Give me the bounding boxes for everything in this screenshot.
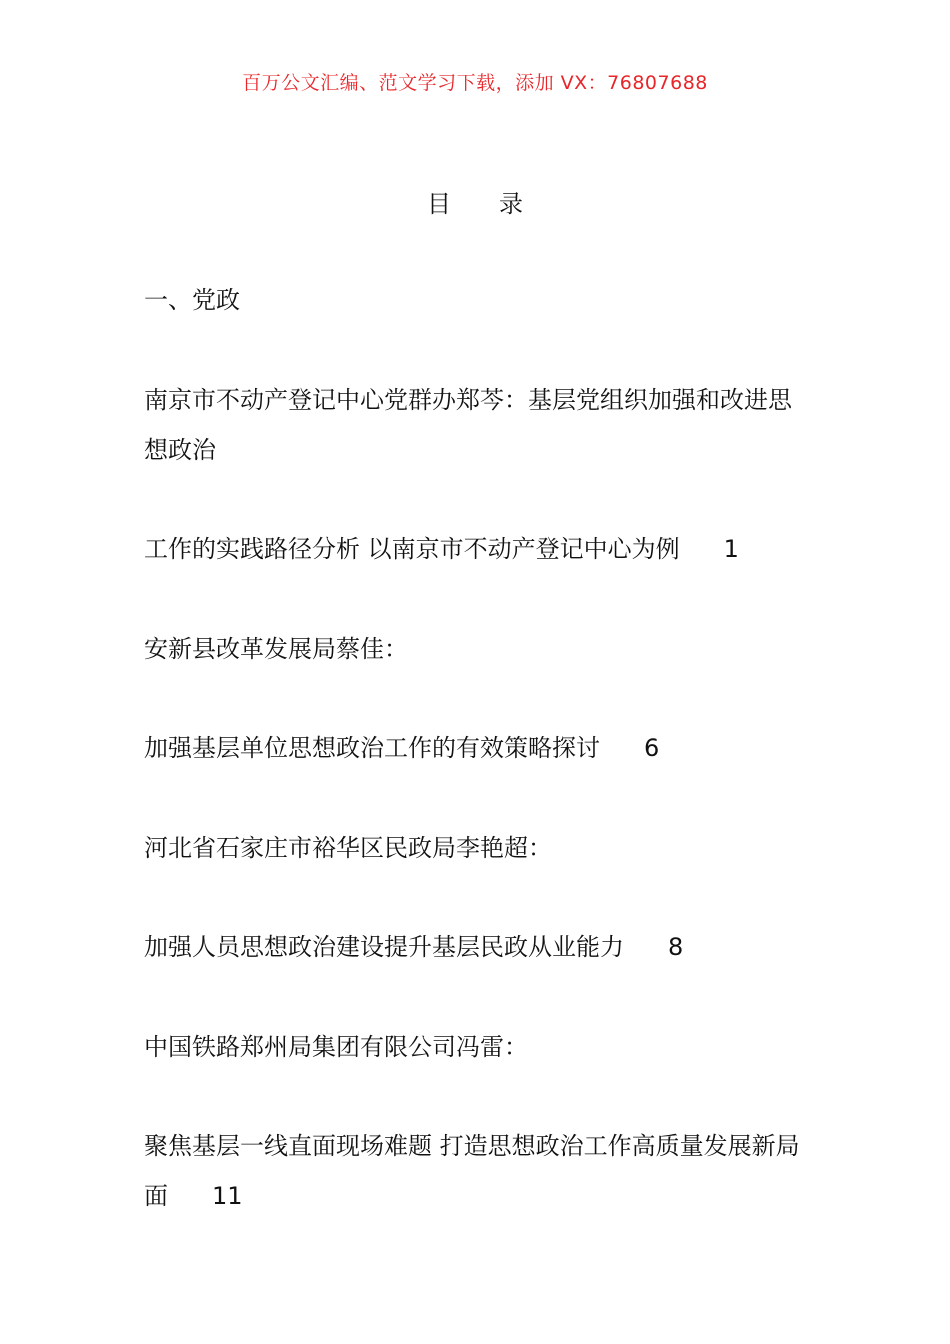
section-heading: 一、党政 xyxy=(144,286,240,314)
toc-entry-author-line: 安新县改革发展局蔡佳： xyxy=(144,635,408,663)
toc-heading-char-1: 目 xyxy=(427,190,451,218)
toc-entry-page-number: 1 xyxy=(723,535,739,563)
toc-entry-page-number: 8 xyxy=(668,933,684,961)
toc-entry-author-line: 南京市不动产登记中心党群办郑芩：基层党组织加强和改进思想政治 xyxy=(144,386,792,464)
toc-entry-title-line[interactable] xyxy=(144,1121,814,1221)
toc-entry-title-line[interactable] xyxy=(144,524,739,574)
toc-heading-char-2: 录 xyxy=(499,190,523,218)
toc-entry-title: 聚焦基层一线直面现场难题 打造思想政治工作高质量发展新局面 xyxy=(144,1132,800,1210)
toc-entry-title-line[interactable] xyxy=(144,723,659,773)
toc-entry-title-line[interactable] xyxy=(144,922,683,972)
toc-entry-title: 工作的实践路径分析 以南京市不动产登记中心为例 xyxy=(144,535,680,563)
header-watermark-note: 百万公文汇编、范文学习下载，添加 VX：76807688 xyxy=(242,72,708,94)
toc-entry-author-line: 河北省石家庄市裕华区民政局李艳超： xyxy=(144,834,552,862)
toc-entry-title: 加强基层单位思想政治工作的有效策略探讨 xyxy=(144,734,600,762)
toc-heading xyxy=(0,184,950,219)
toc-entry-page-number: 11 xyxy=(212,1182,243,1210)
toc-entry-title: 加强人员思想政治建设提升基层民政从业能力 xyxy=(144,933,624,961)
toc-entry-page-number: 6 xyxy=(644,734,660,762)
toc-entry-author-line: 中国铁路郑州局集团有限公司冯雷： xyxy=(144,1033,528,1061)
